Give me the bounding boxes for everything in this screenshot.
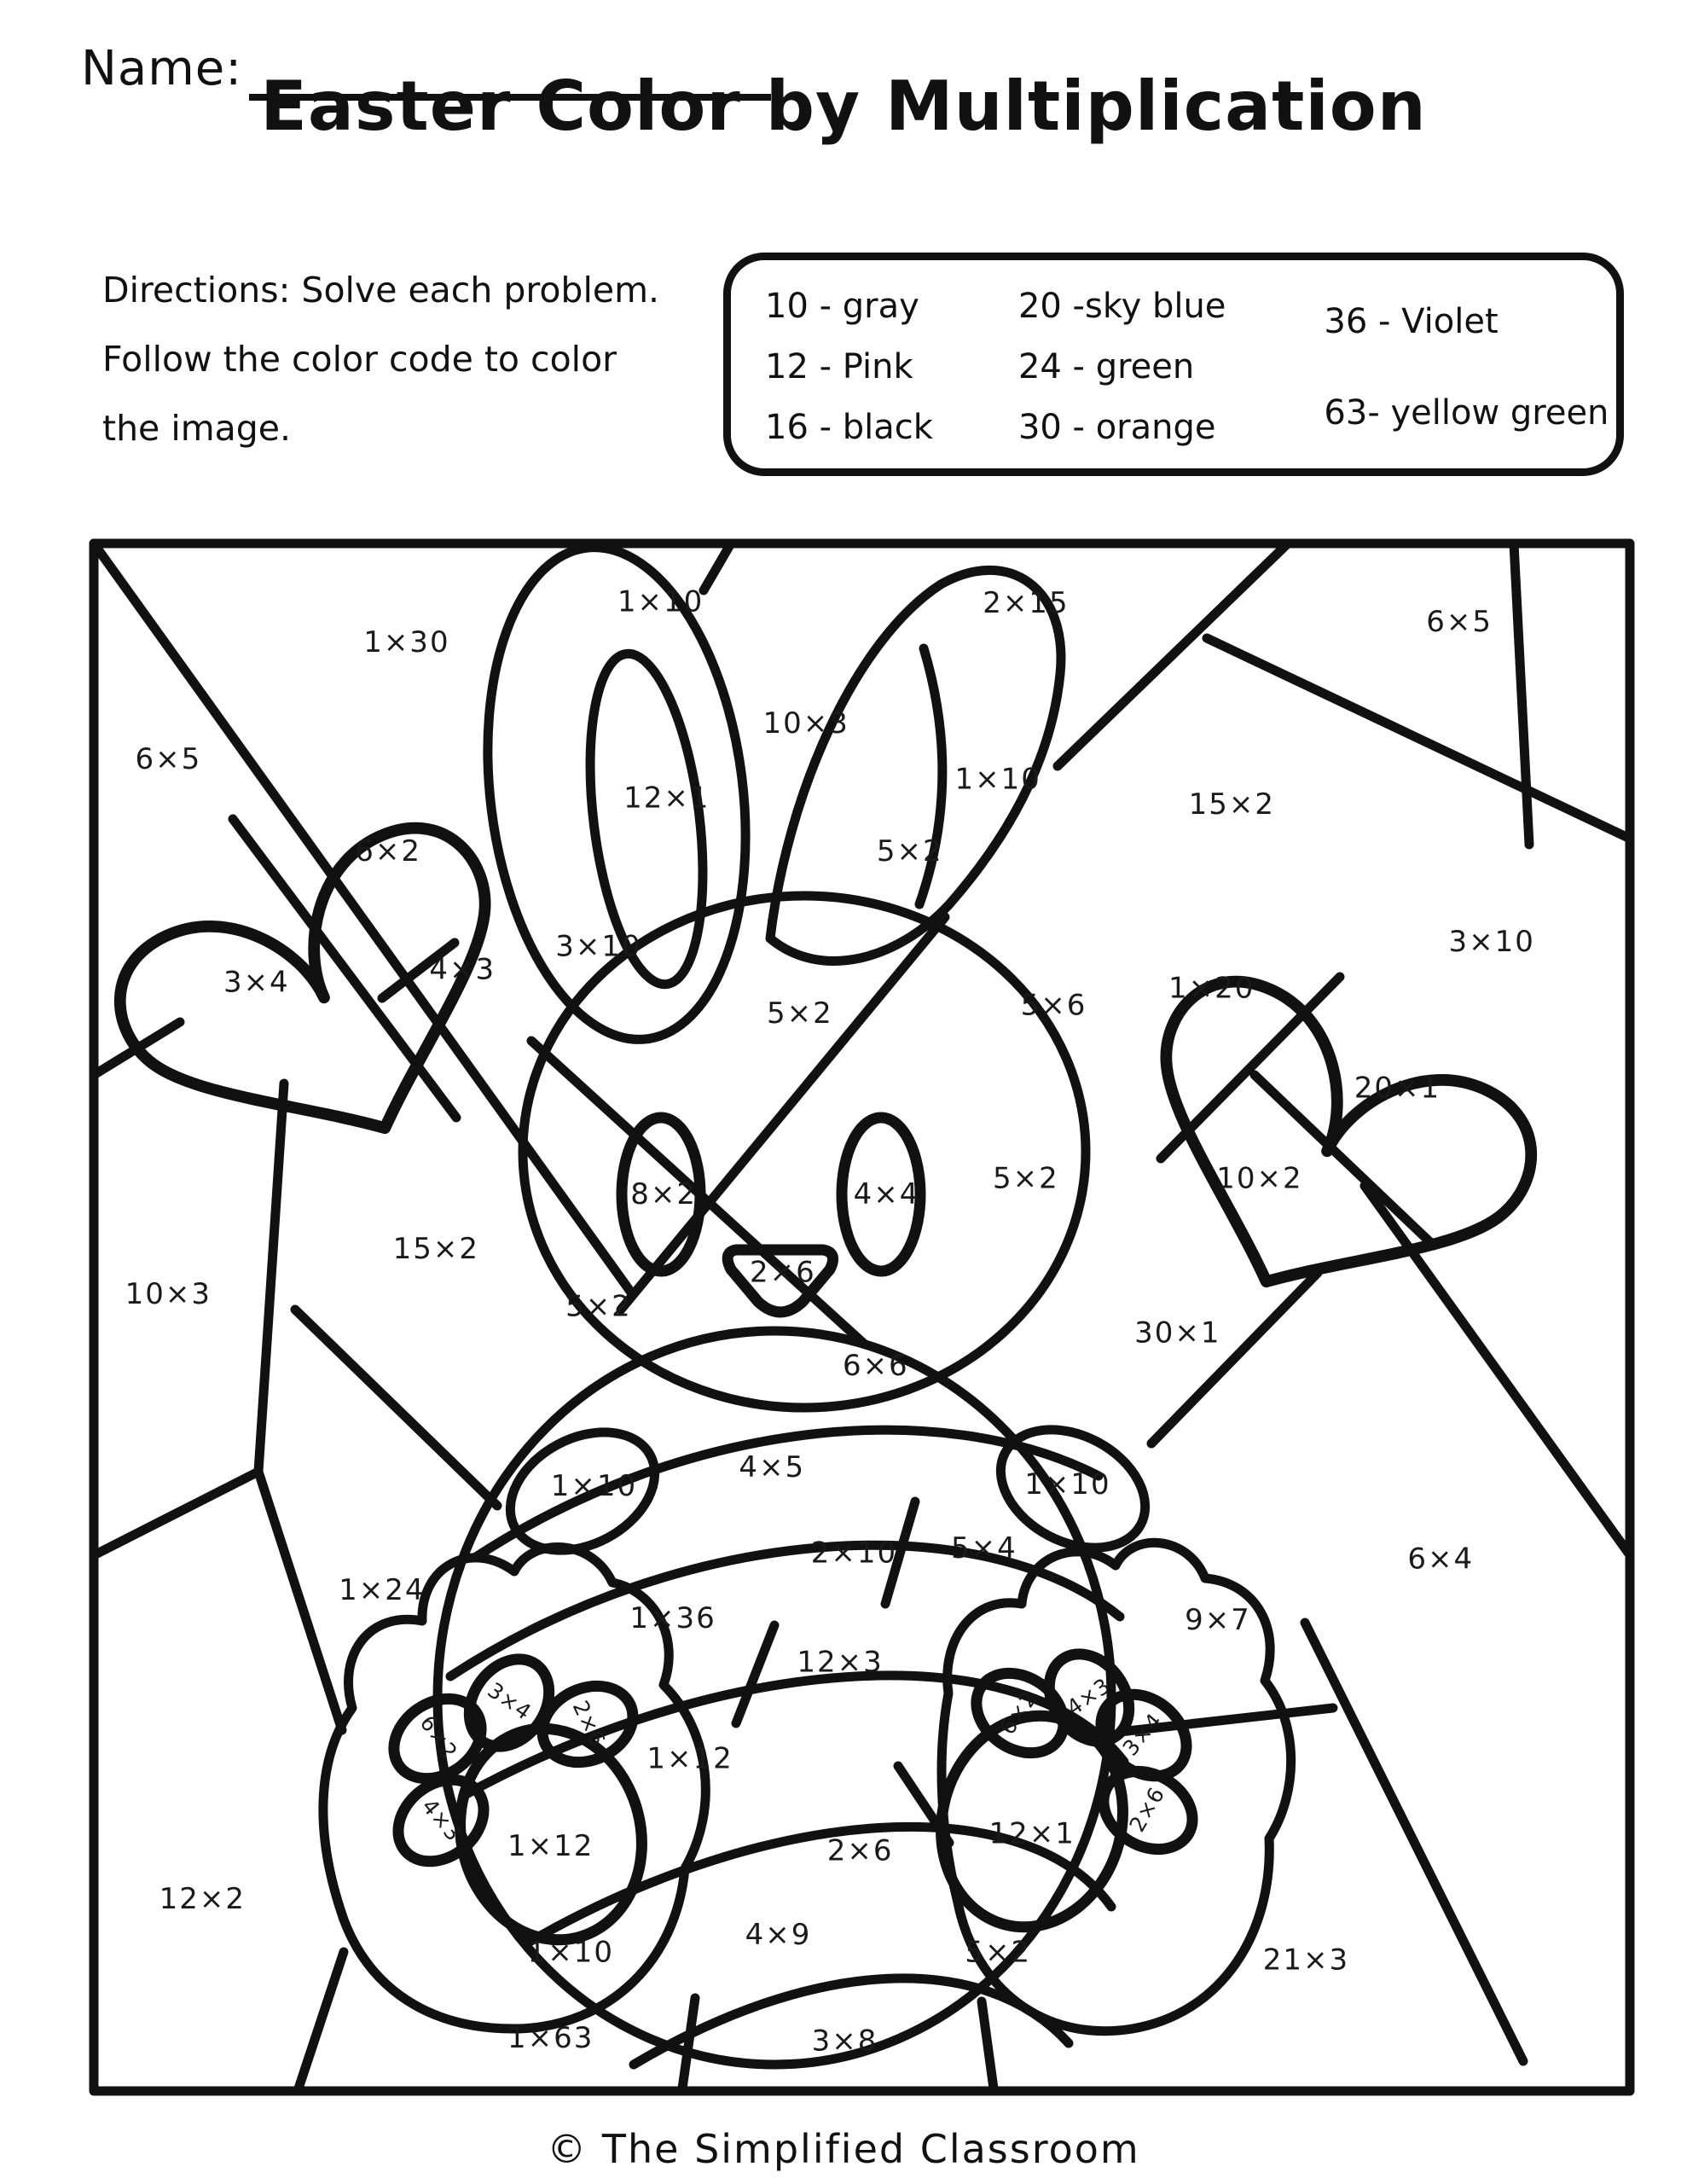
problem-label: 20×1 (1354, 1071, 1441, 1106)
color-code-item: 12 - Pink (765, 346, 913, 386)
problem-label: 3×10 (555, 929, 642, 964)
problem-label: 15×2 (392, 1231, 480, 1266)
problem-label: 2×6 (1124, 1782, 1170, 1837)
directions-line: Directions: Solve each problem. (102, 270, 660, 311)
problem-label: 8×2 (630, 1176, 698, 1211)
problem-label: 6×5 (135, 741, 202, 776)
problem-label: 5×2 (767, 996, 833, 1031)
color-code-column (1324, 276, 1609, 458)
problem-label: 5×4 (951, 1531, 1017, 1565)
problem-label: 30×1 (1134, 1316, 1221, 1350)
problem-label: 2×10 (810, 1536, 898, 1571)
color-code-item: 63- yellow green (1324, 392, 1609, 433)
problem-label: 2×6 (567, 1697, 611, 1751)
problem-label: 12×2 (159, 1882, 246, 1917)
problem-label: 5×2 (876, 834, 943, 868)
problem-label: 12×3 (797, 1645, 884, 1680)
problem-label: 5×2 (565, 1289, 632, 1324)
color-code-item: 10 - gray (765, 286, 919, 326)
problem-label: 3×4 (483, 1677, 536, 1726)
problem-label: 1×10 (527, 1935, 614, 1970)
color-code-box (723, 253, 1624, 476)
problem-label: 1×12 (646, 1741, 733, 1776)
directions-line: Follow the color code to color (102, 339, 617, 380)
problem-label: 6×2 (415, 1711, 463, 1764)
footer-credit: © The Simplified Classroom (547, 2126, 1140, 2172)
problem-labels (125, 584, 1535, 2058)
problem-label: 15×2 (1188, 787, 1275, 822)
color-code-item: 20 -sky blue (1017, 286, 1226, 326)
problem-label: 4×4 (853, 1176, 920, 1211)
problem-label: 1×12 (507, 1829, 594, 1864)
problem-label: 21×3 (1262, 1943, 1350, 1978)
problem-label: 3×8 (811, 2024, 878, 2059)
problem-label: 4×3 (429, 952, 496, 987)
name-label: Name: (81, 41, 243, 96)
problem-label: 1×10 (550, 1468, 638, 1503)
color-code-item: 30 - orange (1017, 408, 1216, 448)
problem-label: 10×2 (1216, 1161, 1303, 1196)
problem-label: 2×6 (826, 1833, 894, 1868)
directions-line: the image. (102, 408, 292, 449)
problem-label: 1×20 (1168, 971, 1255, 1006)
problem-label: 1×30 (363, 624, 450, 659)
problem-label: 1×10 (617, 584, 704, 619)
problem-label: 4×3 (1062, 1672, 1116, 1721)
problem-label: 6×2 (994, 1686, 1043, 1740)
problem-label: 3×10 (1448, 924, 1535, 959)
problem-label: 3×4 (1117, 1708, 1168, 1761)
problem-label: 4×5 (739, 1449, 806, 1484)
bunny-line-art (88, 537, 1636, 2097)
problem-label: 5×6 (1020, 988, 1087, 1023)
problem-label: 3×4 (223, 965, 290, 1000)
problem-label: 5×2 (993, 1161, 1059, 1196)
color-code-column (765, 276, 933, 458)
coloring-puzzle[interactable] (88, 537, 1636, 2097)
color-code-item: 24 - green (1017, 346, 1195, 386)
problem-label: 1×24 (339, 1573, 426, 1608)
problem-label: 1×10 (1024, 1467, 1111, 1502)
directions-text (102, 256, 733, 463)
problem-label: 6×6 (842, 1348, 909, 1383)
problem-label: 6×2 (355, 834, 421, 868)
problem-label: 10×3 (125, 1276, 212, 1311)
problem-label: 5×2 (965, 1935, 1032, 1970)
page-title: Easter Color by Multiplication (260, 67, 1427, 146)
right-heart (1091, 958, 1554, 1363)
color-code-grid (765, 276, 1609, 458)
color-code-item: 16 - black (765, 408, 933, 448)
problem-label: 9×7 (1185, 1602, 1251, 1637)
problem-label: 1×63 (507, 2020, 594, 2055)
color-code-column (1018, 276, 1226, 458)
problem-label: 6×4 (1407, 1542, 1475, 1577)
color-code-item: 36 - Violet (1324, 301, 1499, 341)
problem-label: 12×1 (623, 781, 710, 816)
problem-label: 1×10 (954, 762, 1041, 797)
problem-label: 6×5 (1426, 605, 1493, 640)
problem-label: 4×9 (745, 1918, 812, 1953)
problem-label: 2×6 (750, 1255, 816, 1290)
problem-label: 4×3 (416, 1793, 467, 1847)
problem-label: 12×1 (988, 1816, 1075, 1851)
problem-label: 1×36 (629, 1601, 716, 1636)
problem-label: 10×3 (762, 706, 849, 741)
problem-label: 2×15 (983, 586, 1070, 621)
